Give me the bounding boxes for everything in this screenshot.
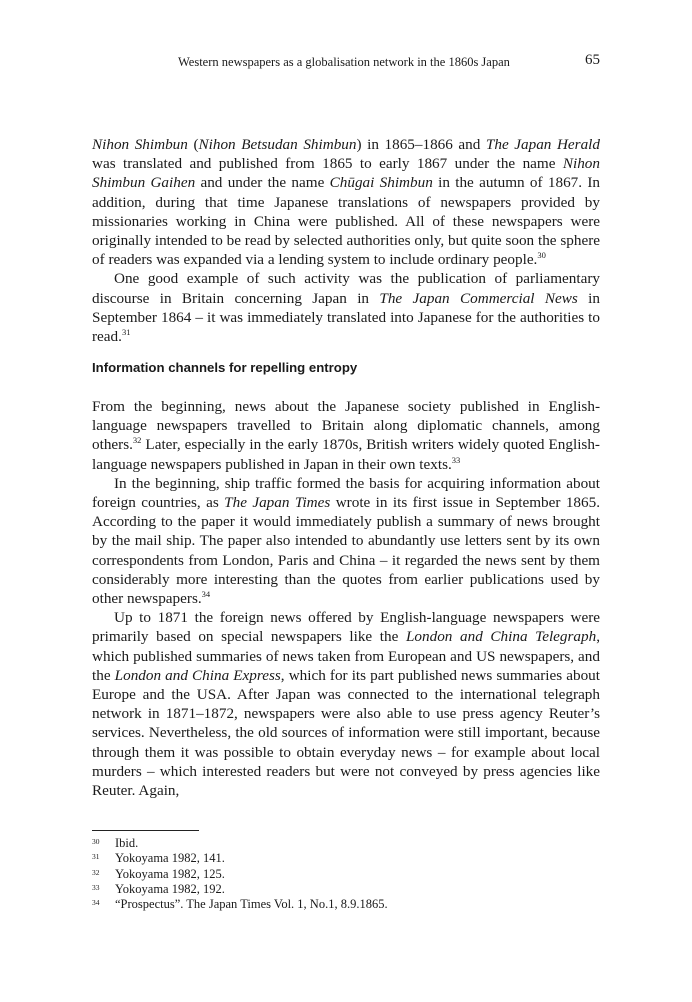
footnote-text: Yokoyama 1982, 192. (115, 881, 225, 896)
footnote-ref[interactable]: 30 (537, 250, 546, 261)
footnote-number: 30 (92, 837, 100, 846)
italic-title: The Japan Commercial News (379, 289, 578, 307)
paragraph (92, 474, 600, 608)
italic-title: The Japan Herald (485, 136, 600, 153)
footnote-number: 34 (92, 898, 100, 908)
italic-title: London and China Express (114, 666, 281, 684)
footnote-item (92, 882, 600, 897)
footnote-item (92, 897, 600, 912)
text-run: Up to 1871 the foreign news offered by English-language newspapers were primarily based on special newspapers like the (92, 609, 600, 646)
footnote-divider (92, 830, 199, 831)
text-run: ( (187, 136, 199, 153)
footnote-ref[interactable]: 32 (132, 435, 142, 446)
paragraph (92, 269, 600, 346)
section-heading: Information channels for repelling entropy (92, 360, 358, 375)
footnote-ref[interactable]: 33 (451, 454, 461, 465)
footnote-text: Yokoyama 1982, 141. (115, 851, 225, 866)
footnote-number: 31 (92, 852, 100, 862)
italic-title: Nihon Betsudan Shimbun (198, 136, 357, 153)
footnote-number: 32 (92, 867, 100, 877)
italic-title: Nihon Shimbun (92, 136, 188, 153)
footnote-item (92, 851, 600, 866)
text-run: ) in 1865–1866 and (356, 136, 486, 153)
text-run: in September 1864 – it was immediately translated into Japanese for the authorities to read. (92, 289, 600, 346)
italic-title: The Japan Times (224, 494, 331, 512)
text-run: wrote in its first issue in September 1865. According to the paper it would immediately publish a summary of news brought by the mail ship. The paper also intended to abundantly use letters sent by its own correspondents from London, Paris and China – it regarded the news sent by them considerably more interesting than the quotes from earlier publications used by other newspapers. (92, 494, 600, 608)
text-run: One good example of such activity was the publication of parliamentary discourse in Britain concerning Japan in (92, 270, 600, 307)
footnote-ref[interactable]: 31 (121, 327, 131, 338)
footnote-number: 33 (92, 882, 100, 892)
footnote-item (92, 867, 600, 882)
text-run: Later, especially in the early 1870s, British writers widely quoted English-language newspapers published in Japan in their own texts. (92, 436, 600, 473)
paragraph (92, 608, 600, 800)
text-run: was translated and published from 1865 to early 1867 under the name (92, 155, 563, 173)
footnote-item (92, 836, 600, 851)
text-run: From the beginning, news about the Japanese society published in English-language newspapers travelled to Britain along diplomatic channels, among others. (92, 398, 600, 454)
body-text-top (92, 135, 600, 346)
page-number: 65 (585, 52, 600, 68)
body-text-main (92, 397, 600, 800)
footnote-ref[interactable]: 34 (201, 589, 211, 600)
text-run: In the beginning, ship traffic formed the basis for acquiring information about foreign countries, as (92, 474, 600, 512)
text-run: , which for its part published news summaries about Europe and the USA. After Japan was connected to the international telegraph network in 1871–1872, newspapers were also able to use press agency Reuter’s services. Nevertheless, the old sources of information were still important, because through them it was possible to obtain everyday news – for example about local murders – which interested readers but were not conveyed by press agencies like Reuter. Again, (92, 666, 600, 800)
running-title: Western newspapers as a globalisation network in the 1860s Japan (178, 55, 510, 69)
footnote-text: “Prospectus”. The Japan Times Vol. 1, No.1, 8.9.1865. (115, 897, 388, 912)
footnote-text: Yokoyama 1982, 125. (115, 866, 225, 881)
text-run: and under the name (195, 174, 330, 192)
italic-title: London and China Telegraph (405, 628, 597, 646)
paragraph (92, 397, 600, 474)
italic-title: Nihon Shimbun Gaihen (92, 155, 600, 192)
text-run: in the autumn of 1867. In addition, during that time Japanese translations of newspapers provided by missionaries working in China were published. All of these newspapers were originally intended to be read by selected authorities only, but quite soon the sphere of readers was expanded via a lending system to include ordinary people. (92, 174, 600, 269)
italic-title: Chūgai Shimbun (329, 174, 433, 192)
paragraph (92, 135, 600, 269)
footnotes (92, 836, 600, 912)
footnote-text: Ibid. (115, 836, 139, 850)
text-run: , which published summaries of news taken from European and US newspapers, and the (92, 628, 600, 684)
